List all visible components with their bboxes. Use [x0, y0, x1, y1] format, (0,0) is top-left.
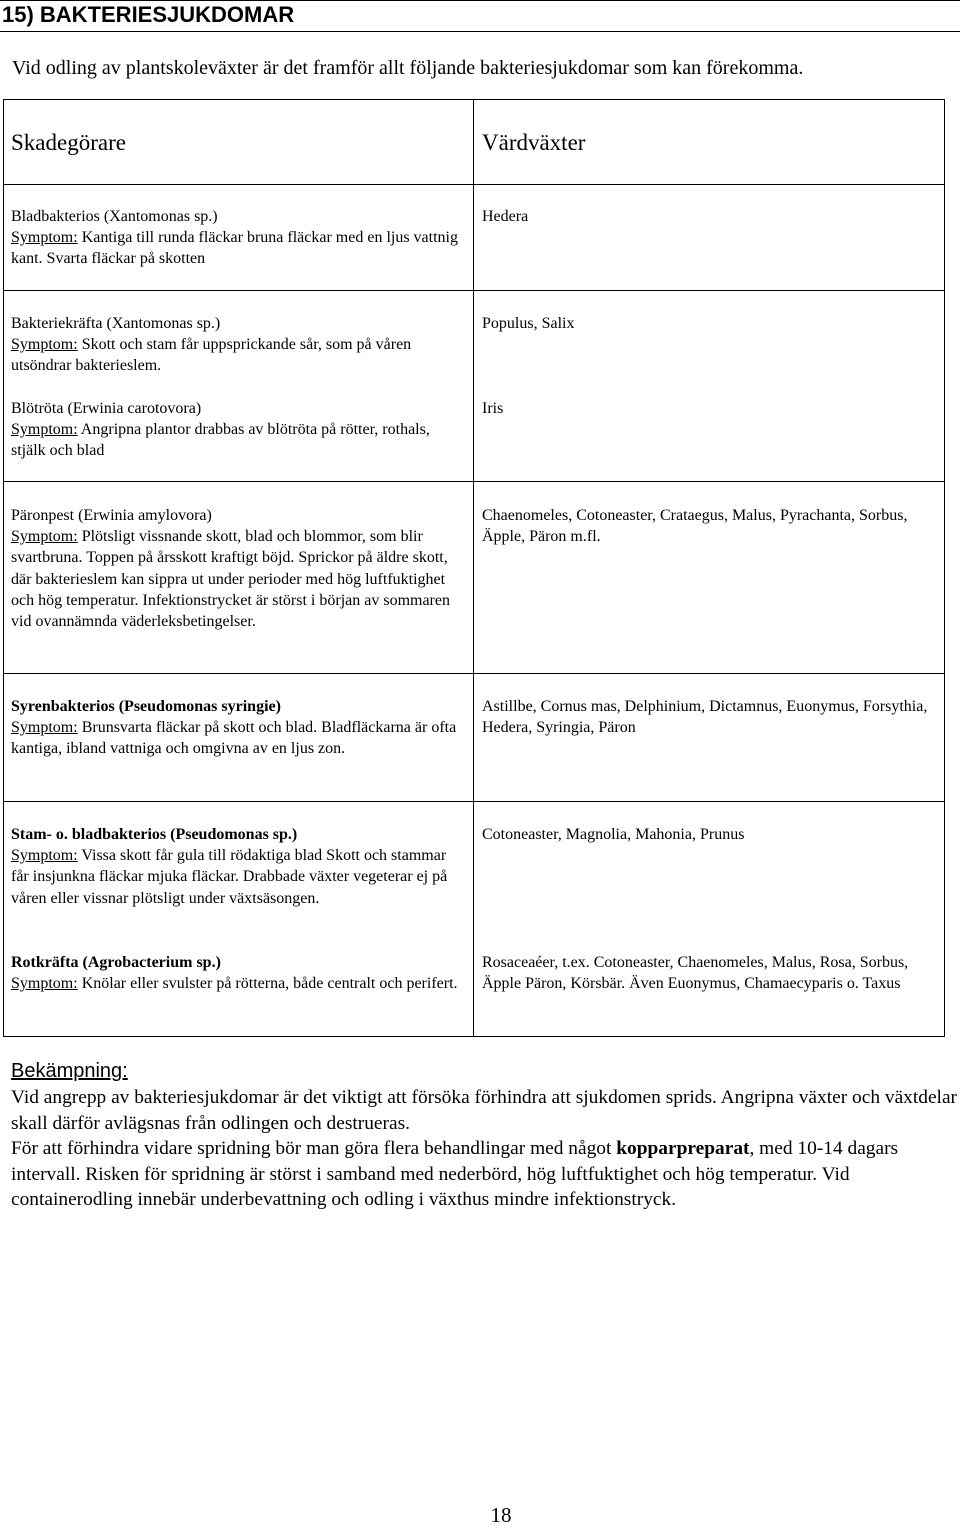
table-row-divider [3, 290, 945, 291]
host-plants: Iris [482, 400, 504, 417]
table-row [11, 952, 467, 994]
table-row-divider [3, 184, 945, 185]
disease-symptom: Symptom: Angripna plantor drabbas av blötröta på rötter, rothals, stjälk och blad [11, 421, 430, 460]
intro-text: Vid odling av plantskoleväxter är det framför allt följande bakteriesjukdomar som kan förekomma. [12, 57, 804, 79]
table-row [11, 824, 467, 909]
symptom-label: Symptom: [11, 847, 78, 865]
table-row-divider [3, 673, 945, 674]
table-column-divider [473, 99, 474, 1037]
table-row [11, 206, 467, 270]
disease-symptom: Symptom: Vissa skott får gula till rödaktiga blad Skott och stammar får insjunkna fläckar mjuka fläckar. Drabbade växter vegeterar ej på våren eller vissnar plötsligt under växtsäsongen. [11, 847, 448, 907]
table-row-divider [3, 801, 945, 802]
disease-name: Rotkräfta (Agrobacterium sp.) [11, 954, 221, 971]
disease-symptom: Symptom: Kantiga till runda fläckar bruna fläckar med en ljus vattnig kant. Svarta fläckar på skotten [11, 229, 458, 268]
control-text [11, 1085, 959, 1213]
table-row [11, 313, 467, 377]
control-paragraph: Vid angrepp av bakteriesjukdomar är det viktigt att försöka förhindra att sjukdomen sprids. Angripna växter och växtdelar skall därför avlägsnas från odlingen och destrueras. [11, 1087, 958, 1134]
symptom-label: Symptom: [11, 336, 78, 354]
host-plants: Hedera [482, 208, 529, 225]
control-heading: Bekämpning: [11, 1060, 128, 1082]
section-heading: 15) BAKTERIESJUKDOMAR [0, 2, 562, 28]
disease-symptom: Symptom: Skott och stam får uppsprickande sår, som på våren utsöndrar bakterieslem. [11, 336, 412, 375]
symptom-label: Symptom: [11, 229, 78, 247]
table-row [11, 696, 467, 760]
symptom-label: Symptom: [11, 421, 78, 439]
table-row [11, 505, 467, 632]
disease-symptom: Symptom: Brunsvarta fläckar på skott och blad. Bladfläckarna är ofta kantiga, ibland vattniga och omgivna av en ljus zon. [11, 719, 457, 758]
table-row [11, 398, 467, 462]
disease-symptom: Symptom: Knölar eller svulster på rötterna, både centralt och perifert. [11, 975, 458, 993]
symptom-label: Symptom: [11, 528, 78, 546]
host-plants: Cotoneaster, Magnolia, Mahonia, Prunus [482, 826, 745, 843]
symptom-label: Symptom: [11, 719, 78, 737]
column-header-host: Värdväxter [482, 130, 586, 155]
disease-name: Päronpest (Erwinia amylovora) [11, 507, 212, 524]
control-paragraph: För att förhindra vidare spridning bör man göra flera behandlingar med något kopparpreparat, med 10-14 dagars intervall. Risken för spridning är störst i samband med nederbörd, hög luftfuktighet och hög temperatur. Vid containerodling innebär underbevattning och odling i växthus mindre infektionstryck. [11, 1138, 899, 1211]
symptom-label: Symptom: [11, 975, 78, 993]
host-plants: Astillbe, Cornus mas, Delphinium, Dictamnus, Euonymus, Forsythia, Hedera, Syringia, Päron [482, 698, 928, 737]
host-plants: Populus, Salix [482, 315, 575, 332]
copper-treatment-emphasis: kopparpreparat [616, 1138, 750, 1160]
page-number: 18 [490, 1503, 512, 1527]
host-plants: Chaenomeles, Cotoneaster, Crataegus, Malus, Pyrachanta, Sorbus, Äpple, Päron m.fl. [482, 507, 908, 546]
column-header-pest: Skadegörare [11, 130, 126, 155]
disease-name: Bladbakterios (Xantomonas sp.) [11, 208, 218, 225]
host-plants: Rosaceaéer, t.ex. Cotoneaster, Chaenomeles, Malus, Rosa, Sorbus, Äpple Päron, Körsbär. Även Euonymus, Chamaecyparis o. Taxus [482, 954, 909, 993]
disease-symptom: Symptom: Plötsligt vissnande skott, blad och blommor, som blir svartbruna. Toppen på årsskott kraftigt böjd. Sprickor på äldre skott, där bakterieslem kan sippra ut under perioder med hög luftfuktighet och hög temperatur. Infektionstrycket är störst i början av sommaren vid ovannämnda väderleksbetingelser. [11, 528, 450, 631]
disease-name: Blötröta (Erwinia carotovora) [11, 400, 202, 417]
table-row-divider [3, 481, 945, 482]
disease-name: Syrenbakterios (Pseudomonas syringie) [11, 698, 281, 715]
disease-name: Stam- o. bladbakterios (Pseudomonas sp.) [11, 826, 298, 843]
disease-name: Bakteriekräfta (Xantomonas sp.) [11, 315, 221, 332]
